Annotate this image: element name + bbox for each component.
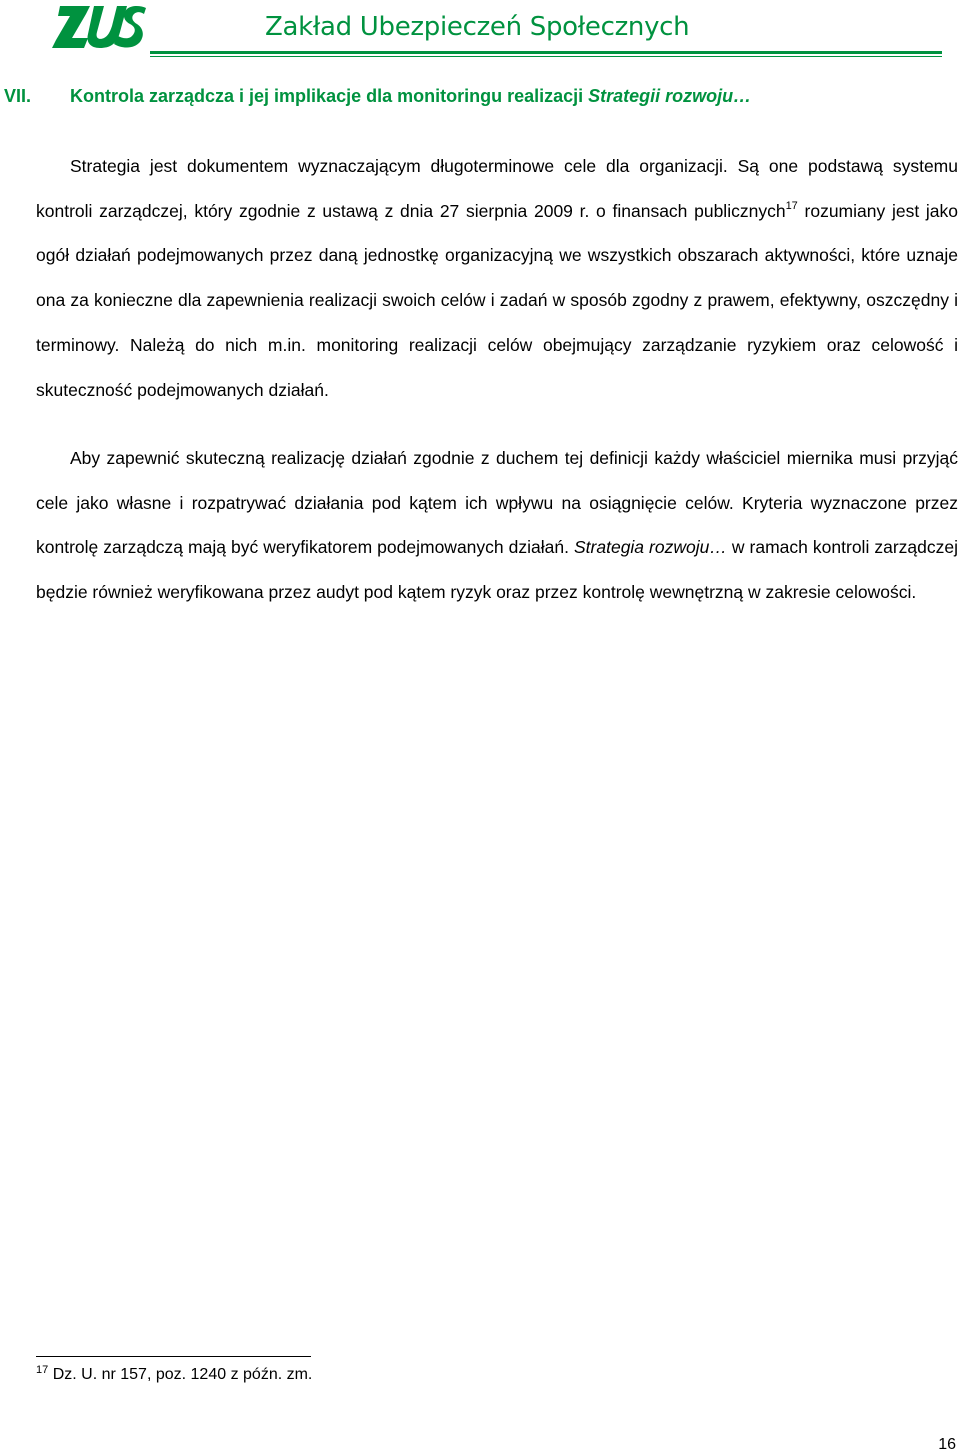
page-header xyxy=(0,0,960,64)
paragraph-1-text-a: Strategia jest dokumentem wyznaczającym długoterminowe cele dla organizacji. Są one podstawą systemu kontroli zarządczej, który zgodnie z ustawą z dnia 27 sierpnia 2009 r. o finansach publicznych xyxy=(36,156,958,221)
paragraph-2-text-b: w ramach kontroli zarządczej będzie również weryfikowana przez audyt pod kątem ryzyk oraz przez kontrolę wewnętrzną w zakresie celowości. xyxy=(36,537,958,603)
paragraph-1-text-b: rozumiany jest jako ogół działań podejmowanych przez daną jednostkę organizacyjną we wszystkich obszarach aktywności, które uznaje ona za konieczne dla zapewnienia realizacji swoich celów i zadań w sposób zgodny z prawem, efektywny, oszczędny i terminowy. Należą do nich m.in. monitoring realizacji celów obejmujący zarządzanie ryzykiem oraz celowość i skuteczność podejmowanych działań. xyxy=(36,200,958,400)
footnote-separator xyxy=(36,1356,311,1357)
page-number: 16 xyxy=(938,1436,956,1453)
footnote-text: Dz. U. nr 157, poz. 1240 z późn. zm. xyxy=(48,1366,313,1383)
section-title-text: Kontrola zarządcza i jej implikacje dla monitoringu realizacji xyxy=(70,86,589,106)
section-heading xyxy=(0,86,960,110)
header-rule xyxy=(150,51,942,54)
section-title-italic: Strategii rozwoju… xyxy=(588,86,752,106)
paragraph-2-italic: Strategia rozwoju… xyxy=(574,537,727,558)
footnote-number: 17 xyxy=(36,1364,49,1376)
organization-name: Zakład Ubezpieczeń Społecznych xyxy=(265,12,690,42)
section-title xyxy=(70,86,751,107)
footnote-reference: 17 xyxy=(785,199,798,212)
paragraph-2 xyxy=(36,436,958,615)
header-rule-thin xyxy=(150,56,942,57)
section-number: VII. xyxy=(4,86,32,106)
paragraph-1 xyxy=(36,144,958,412)
footnote xyxy=(36,1366,736,1384)
zus-logo xyxy=(50,2,148,54)
paragraph-2-text-a: Aby zapewnić skuteczną realizację działań zgodnie z duchem tej definicji każdy właściciel miernika musi przyjąć cele jako własne i rozpatrywać działania pod kątem ich wpływu na osiągnięcie celów. Kryteria wyznaczone przez kontrolę zarządczą mają być weryfikatorem podejmowanych działań. xyxy=(36,448,958,558)
